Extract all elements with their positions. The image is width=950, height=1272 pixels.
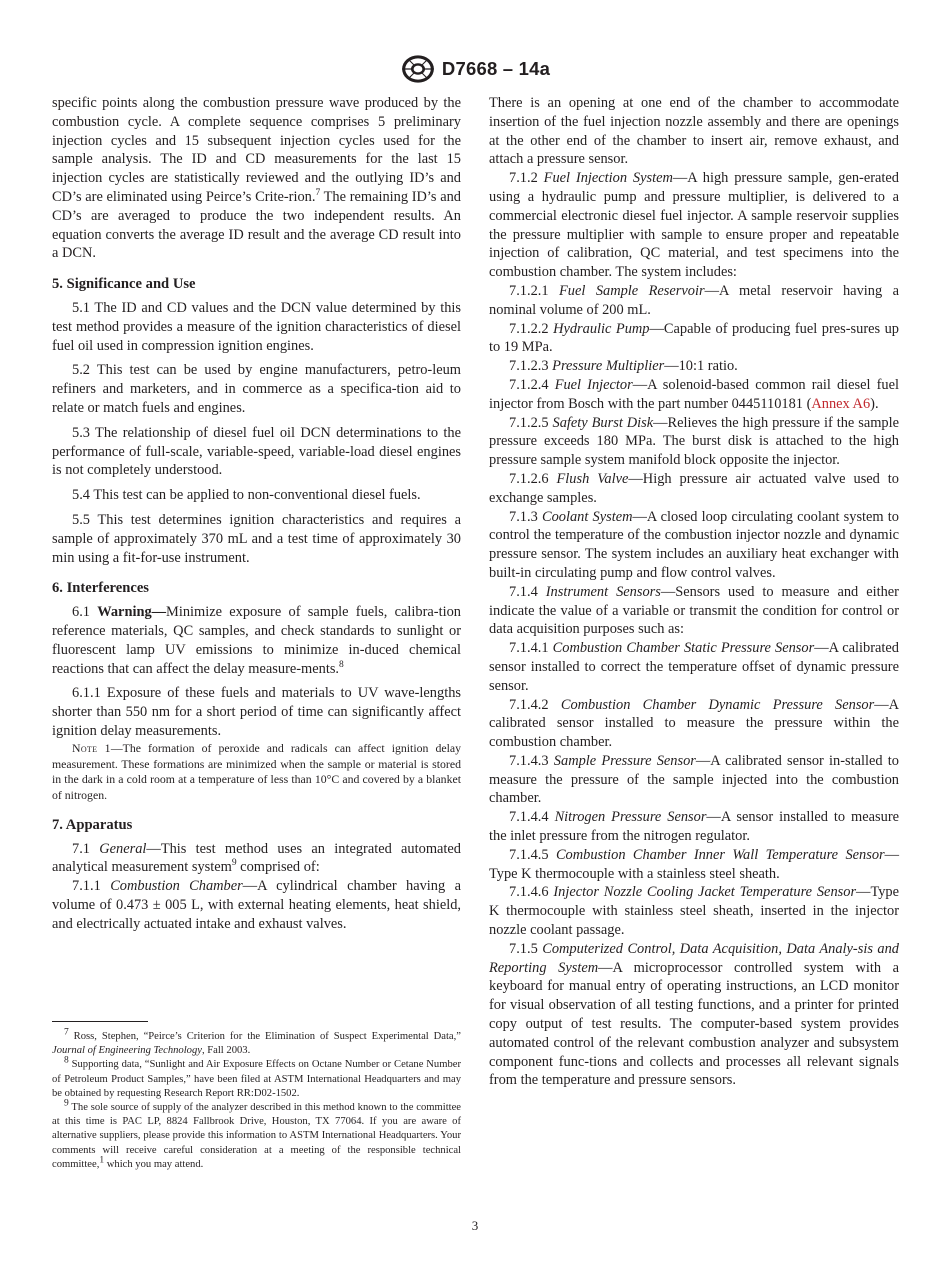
paragraph-6-1: 6.1 Warning—Minimize exposure of sample fuels, calibra-tion reference materials, QC samples, and check standards to sunlight or fluorescent lamp UV emissions to minimize in-duced chemical reactions that can affect the delay measure-ments.$^8$ <box>52 604 461 677</box>
continuation-paragraph: There is an opening at one end of the chamber to accommodate insertion of the fuel injection nozzle assembly and there are openings at the other end of the chamber to insert air, remove exhaust, and attach a pressure sensor. <box>489 95 899 168</box>
paragraph-7-1-4-4: 7.1.4.4 Nitrogen Pressure Sensor—A sensor installed to measure the inlet pressure from the nitrogen regulator. <box>489 809 899 845</box>
page-number: 3 <box>471 1218 479 1233</box>
note-1: Note 1—The formation of peroxide and radicals can affect ignition delay measurement. These formations are minimized when the sample or material is stored in the dark in a cold room at a temperature of less than 10°C and covered by a blanket of nitrogen. <box>52 740 462 803</box>
paragraph-7-1-5: 7.1.5 Computerized Control, Data Acquisition, Data Analy-sis and Reporting System—A microprocessor controlled system with a keyboard for manual entry of operating instructions, an LCD monitor for visual observation of all testing functions, and a printer for printed copy output of test results. The computer-based system provides automated control of the relevant combustion analyzer and subsystem component func-tions and collects and processes all relevant signals from the temperature and pressure sensors. <box>489 940 899 1089</box>
paragraph-7-1-4-3: 7.1.4.3 Sample Pressure Sensor—A calibrated sensor in-stalled to measure the pressure of the sample injected into the combustion chamber. <box>489 752 899 807</box>
paragraph-7-1-4-1: 7.1.4.1 Combustion Chamber Static Pressure Sensor—A calibrated sensor installed to correct the temperature offset of dynamic pressure sensor. <box>489 640 900 694</box>
paragraph-5-1: 5.1 The ID and CD values and the DCN value determined by this test method provides a measure of the ignition characteristics of diesel fuel oil used in compression ignition engines. <box>52 299 461 354</box>
footnote-7: 7 Ross, Stephen, “Peirce’s Criterion for the Elimination of Suspect Experimental Data,” Journal of Engineering Technology, Fall 2003. <box>52 1027 461 1057</box>
paragraph-6-1-1: 6.1.1 Exposure of these fuels and materials to UV wave-lengths shorter than 550 nm for a short period of time can significantly affect ignition delay measurements. <box>52 685 461 739</box>
paragraph-7-1-4: 7.1.4 Instrument Sensors—Sensors used to measure and either indicate the value of a variable or transmit the condition for control or data acquisition purposes such as: <box>489 583 899 638</box>
paragraph-5-3: 5.3 The relationship of diesel fuel oil DCN determinations to the performance of full-scale, variable-speed, variable-load diesel engines is not completely understood. <box>52 424 461 479</box>
page-header <box>0 52 950 86</box>
paragraph-7-1-2: 7.1.2 Fuel Injection System—A high pressure sample, gen-erated using a hydraulic pump and pressure multiplier, is delivered to a commercial electronic diesel fuel injector. A sample reservoir supplies the pressure multiplier with sample to ensure proper and repeatable injection of calibration, QC material, and test specimens into the combustion chamber. The system includes: <box>489 170 899 281</box>
footnote-divider <box>52 1021 148 1022</box>
paragraph-7-1-4-6: 7.1.4.6 Injector Nozzle Cooling Jacket Temperature Sensor—Type K thermocouple with stainless steel sheath, inserted in the injector nozzle coolant passage. <box>489 884 900 939</box>
paragraph-5-2: 5.2 This test can be used by engine manufacturers, petro-leum refiners and marketers, and in commerce as a specifica-tion aid to relate or match fuels and engines. <box>52 362 461 416</box>
paragraph-5-4: 5.4 This test can be applied to non-conventional diesel fuels. <box>72 487 421 504</box>
paragraph-7-1-2-6: 7.1.2.6 Flush Valve—High pressure air actuated valve used to exchange samples. <box>489 470 900 506</box>
paragraph-7-1-4-5: 7.1.4.5 Combustion Chamber Inner Wall Temperature Sensor—Type K thermocouple with a stainless steel sheath. <box>489 846 900 882</box>
paragraph-7-1-1: 7.1.1 Combustion Chamber—A cylindrical chamber having a volume of 0.473 ± 005 L, with external heating elements, heat shield, and electrically actuated intake and exhaust valves. <box>52 878 461 932</box>
intro-paragraph: specific points along the combustion pressure wave produced by the combustion cycle. A complete sequence comprises 5 preliminary injection cycles and 15 subsequent injection cycles used for the sample analysis. The ID and CD measurements for the last 15 injection cycles are statistically reviewed and the outlying ID’s and CD’s are eliminated using Peirce’s Crite-rion.$^7$ The remaining ID’s and CD’s are averaged to produce the two independent results. An equation converts the average ID result and the average CD result into a DCN. <box>52 95 461 262</box>
paragraph-7-1-2-4: 7.1.2.4 Fuel Injector—A solenoid-based common rail diesel fuel injector from Bosch with the part number 0445110181 (Annex A6). <box>489 376 900 412</box>
footnote-8: 8 Supporting data, “Sunlight and Air Exposure Effects on Octane Number or Cetane Number of Petroleum Product Samples,” have been filed at ASTM International Headquarters and may be obtained by requesting Research Report RR:D02-1502. <box>52 1055 461 1099</box>
paragraph-7-1-4-2: 7.1.4.2 Combustion Chamber Dynamic Pressure Sensor—A calibrated sensor installed to measure the pressure within the combustion chamber. <box>489 696 900 751</box>
paragraph-7-1-3: 7.1.3 Coolant System—A closed loop circulating coolant system to control the temperature of the combustion injector nozzle and dynamic pressure sensor. The system includes an auxiliary heat exchanger with built-in circulating pump and flow control valves. <box>489 508 899 581</box>
left-column <box>52 94 461 934</box>
section-6-heading: 6. Interferences <box>52 580 149 597</box>
paragraph-5-5: 5.5 This test determines ignition characteristics and requires a sample of approximately 370 mL and a test time of approximately 30 min using a fit-for-use instrument. <box>52 511 461 566</box>
annex-a6-link[interactable]: Annex A6 <box>811 395 871 412</box>
footnotes <box>52 1027 461 1172</box>
standard-designation: D7668 – 14a <box>441 58 551 79</box>
astm-logo-icon <box>400 54 436 84</box>
paragraph-7-1-2-5: 7.1.2.5 Safety Burst Disk—Relieves the high pressure if the sample pressure exceeds 180 MPa. The burst disk is attached to the high pressure sample system manifold block opposite the injector. <box>489 414 900 469</box>
right-column <box>489 94 899 1090</box>
paragraph-7-1-2-1: 7.1.2.1 Fuel Sample Reservoir—A metal reservoir having a nominal volume of 200 mL. <box>489 282 899 318</box>
section-7-heading: 7. Apparatus <box>52 816 133 833</box>
paragraph-7-1: 7.1 General—This test method uses an integrated automated analytical measurement system$^9$ comprised of: <box>52 840 461 876</box>
footnote-9: 9 The sole source of supply of the analyzer described in this method known to the committee at this time is PAC LP, 8824 Fallbrook Drive, Houston, TX 77064. If you are aware of alternative suppliers, please provide this information to ASTM International Headquarters. Your comments will receive careful consideration at a meeting of the responsible technical committee,1 which you may attend. <box>52 1098 461 1170</box>
paragraph-7-1-2-3: 7.1.2.3 Pressure Multiplier—10:1 ratio. <box>509 358 738 375</box>
paragraph-7-1-2-2: 7.1.2.2 Hydraulic Pump—Capable of producing fuel pres-sures up to 19 MPa. <box>489 320 899 356</box>
section-5-heading: 5. Significance and Use <box>52 276 196 293</box>
